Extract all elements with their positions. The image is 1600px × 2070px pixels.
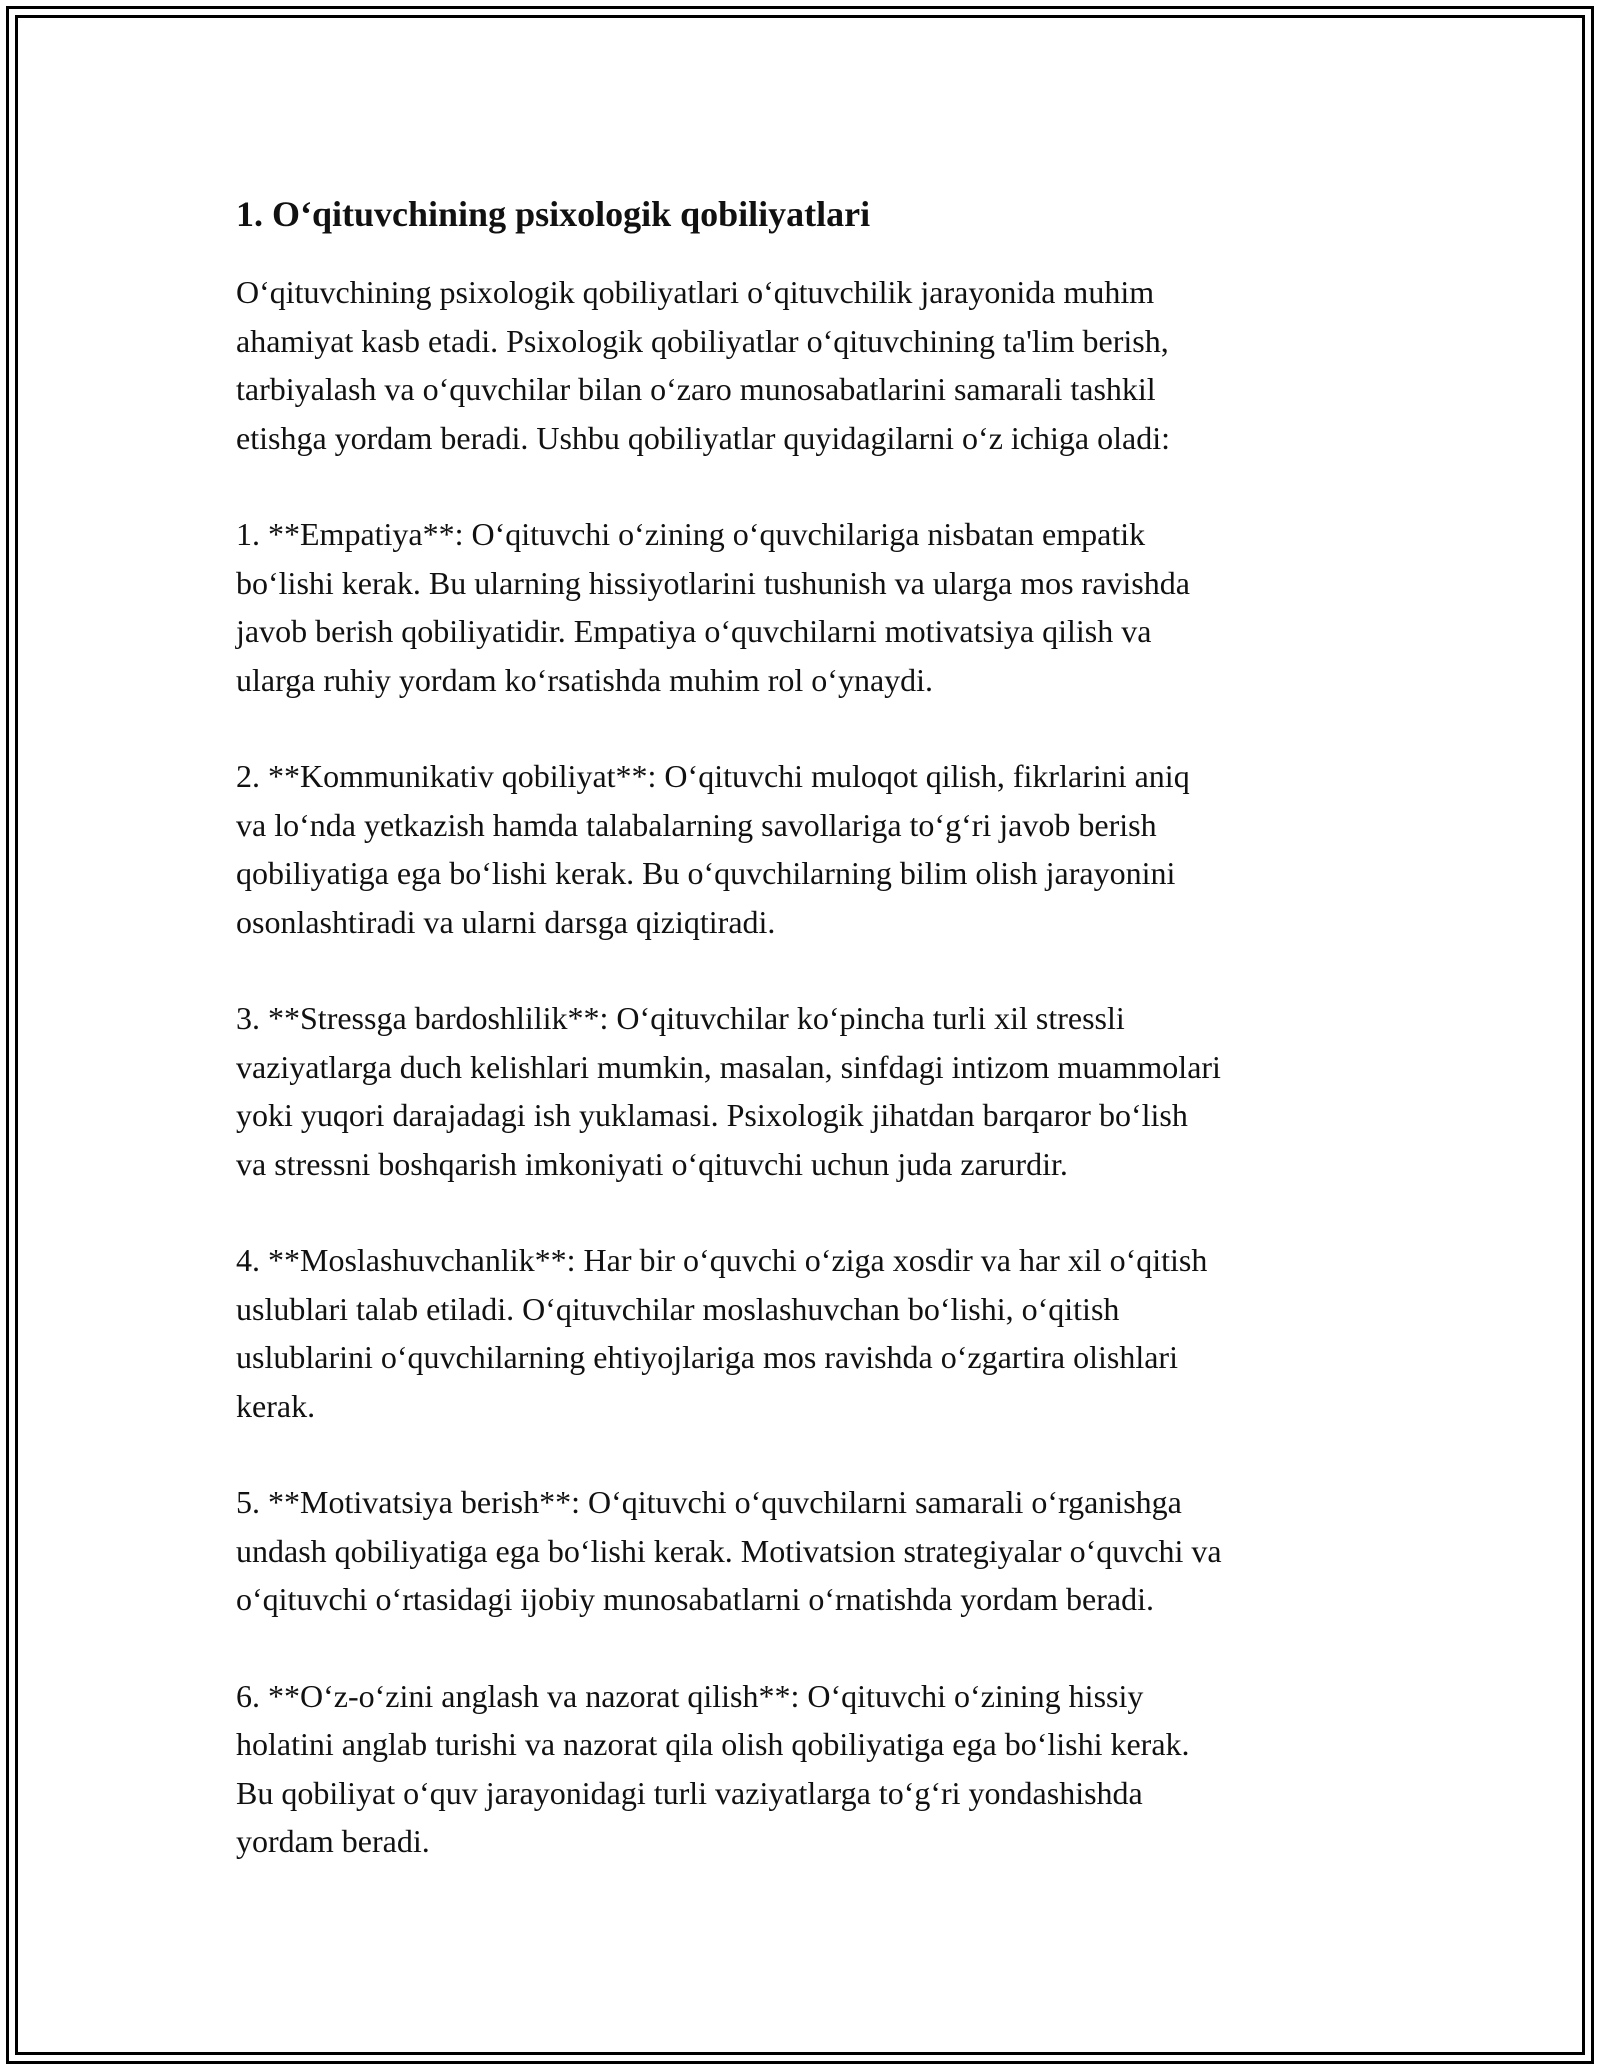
intro-paragraph: O‘qituvchining psixologik qobiliyatlari o‘qituvchilik jarayonida muhim ahamiyat kasb etadi. Psixologik qobiliyatlar o‘qituvchining ta'lim berish, tarbiyalash va o‘quvchilar bilan o‘zaro munosabatlarini samarali tashkil etishga yordam beradi. Ushbu qobiliyatlar quyidagilarni o‘z ichiga oladi: <box>236 274 1170 456</box>
list-item-motivation: 5. **Motivatsiya berish**: O‘qituvchi o‘quvchilarni samarali o‘rganishga undash qobiliyatiga ega bo‘lishi kerak. Motivatsion strategiyalar o‘quvchi va o‘qituvchi o‘rtasidagi ijobiy munosabatlarni o‘rnatishda yordam beradi. <box>236 1484 1222 1617</box>
list-item-stress-tolerance: 3. **Stressga bardoshlilik**: O‘qituvchilar ko‘pincha turli xil stressli vaziyatlarga duch kelishlari mumkin, masalan, sinfdagi intizom muammolari yoki yuqori darajadagi ish yuklamasi. Psixologik jihatdan barqaror bo‘lish va stressni boshqarish imkoniyati o‘qituvchi uchun juda zarurdir. <box>236 1000 1221 1182</box>
document-body <box>236 190 1376 1914</box>
list-item-communication: 2. **Kommunikativ qobiliyat**: O‘qituvchi muloqot qilish, fikrlarini aniq va lo‘nda yetkazish hamda talabalarning savollariga to‘g‘ri javob berish qobiliyatiga ega bo‘lishi kerak. Bu o‘quvchilarning bilim olish jarayonini osonlashtiradi va ularni darsga qiziqtiradi. <box>236 758 1190 940</box>
list-item-empathy: 1. **Empatiya**: O‘qituvchi o‘zining o‘quvchilariga nisbatan empatik bo‘lishi kerak. Bu ularning hissiyotlarini tushunish va ularga mos ravishda javob berish qobiliyatidir. Empatiya o‘quvchilarni motivatsiya qilish va ularga ruhiy yordam ko‘rsatishda muhim rol o‘ynaydi. <box>236 516 1190 698</box>
document-heading: 1. O‘qituvchining psixologik qobiliyatlari <box>236 194 871 234</box>
list-item-self-awareness: 6. **O‘z-o‘zini anglash va nazorat qilish**: O‘qituvchi o‘zining hissiy holatini anglab turishi va nazorat qila olish qobiliyatiga ega bo‘lishi kerak. Bu qobiliyat o‘quv jarayonidagi turli vaziyatlarga to‘g‘ri yondashishda yordam beradi. <box>236 1677 1190 1859</box>
list-item-adaptability: 4. **Moslashuvchanlik**: Har bir o‘quvchi o‘ziga xosdir va har xil o‘qitish uslublari talab etiladi. O‘qituvchilar moslashuvchan bo‘lishi, o‘qitish uslublarini o‘quvchilarning ehtiyojlariga mos ravishda o‘zgartira olishlari kerak. <box>236 1242 1208 1424</box>
